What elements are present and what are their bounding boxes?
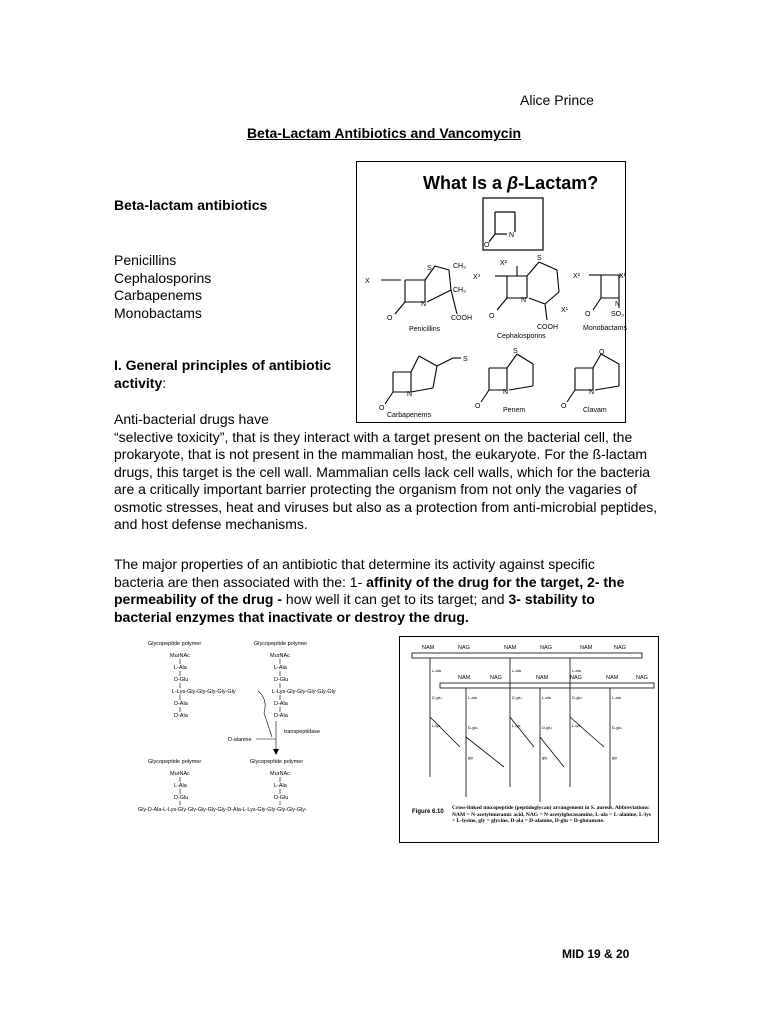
diagram-label: L-Ala	[174, 665, 187, 671]
diagram-label: Glycopeptide polymer	[254, 641, 308, 647]
peptidoglycan-diagram	[400, 637, 658, 842]
author-name: Alice Prince	[520, 92, 594, 108]
svg-text:D-glu: D-glu	[612, 725, 622, 730]
diagram-label: L-Lys-Gly-Gly-Gly-Gly-Gly	[172, 689, 236, 695]
atom-label: N	[421, 301, 427, 308]
svg-text:L-lys: L-lys	[572, 723, 581, 728]
atom-label: N	[509, 232, 515, 239]
svg-text:D-glu: D-glu	[432, 695, 442, 700]
atom-label: CH₃	[453, 263, 466, 270]
diagram-label: NAM	[504, 645, 517, 651]
atom-label: X¹	[619, 273, 626, 280]
diagram-label: Glycopeptide polymer	[250, 759, 304, 765]
svg-text:gly: gly	[468, 755, 474, 760]
atom-label: N	[407, 391, 413, 398]
atom-label: O	[475, 403, 481, 410]
atom-label: COOH	[537, 324, 558, 331]
text-run: how well it can get to its target; and	[285, 591, 509, 607]
atom-label: O	[561, 403, 567, 410]
diagram-label: NAM	[458, 675, 471, 681]
diagram-label: L-Ala	[174, 783, 187, 789]
svg-text:L-ala: L-ala	[432, 668, 441, 673]
atom-label: X²	[500, 260, 507, 267]
diagram-label: NAG	[636, 675, 648, 681]
atom-label: X²	[573, 273, 580, 280]
bold-run: affinity of the drug for the target, 2- the permeability of the drug -	[114, 573, 625, 607]
diagram-label: NAG	[458, 645, 470, 651]
atom-label: O	[599, 349, 605, 356]
heading-colon: :	[162, 374, 167, 391]
diagram-label: Glycopeptide polymer	[148, 641, 202, 647]
atom-label: N	[589, 389, 595, 396]
diagram-label: D-Ala	[174, 701, 188, 707]
atom-label: N	[521, 297, 527, 304]
figure-caption: Cross-linked mucopeptide (peptidoglycan) arrangement in S. aureus. Abbreviations: NAM = N-acetylmuramic acid, NAG = N-acetylglucosamine, L-ala = L-alanine, L-lys = L-lysine, gly = glycine, D-ala = D-alanine, D-glu = D-glutamate.	[452, 805, 651, 824]
atom-label: COOH	[451, 315, 472, 322]
atom-label: O	[379, 405, 385, 412]
diagram-label: NAM	[580, 645, 593, 651]
core-lactam-ring	[483, 198, 543, 250]
diagram-label: L-Ala	[274, 783, 287, 789]
diagram-label: D-Glu	[274, 795, 289, 801]
document-title: Beta-Lactam Antibiotics and Vancomycin	[246, 125, 522, 141]
beta-lactam-structures	[357, 162, 625, 422]
svg-text:D-glu: D-glu	[542, 725, 552, 730]
paragraph-properties	[114, 556, 644, 626]
structure-label: Monobactams	[583, 325, 627, 332]
atom-label: SO₃	[611, 311, 624, 318]
structure-label: Clavam	[583, 407, 607, 414]
atom-label: O	[387, 315, 393, 322]
diagram-label: NAM	[422, 645, 435, 651]
bold-run: 3- stability to bacterial enzymes that inactivate or destroy the drug.	[114, 591, 595, 625]
atom-label: O	[484, 242, 490, 249]
diagram-label: D-Ala	[174, 713, 188, 719]
svg-text:gly: gly	[542, 755, 548, 760]
atom-label: X	[365, 278, 370, 285]
svg-text:L-ala: L-ala	[572, 668, 581, 673]
figure-caption-number: Figure 6.10	[412, 809, 444, 815]
diagram-label: MurNAc	[170, 653, 190, 659]
atom-label: S	[427, 265, 432, 272]
svg-text:gly: gly	[612, 755, 618, 760]
diagram-label: L-Lys-Gly-Gly-Gly-Gly-Gly	[272, 689, 336, 695]
diagram-label: NAG	[540, 645, 552, 651]
figure-title: What Is a β-Lactam?	[423, 173, 599, 193]
diagram-label: Glycopeptide polymer	[148, 759, 202, 765]
structure-label: Cephalosporins	[497, 333, 546, 340]
atom-label: N	[615, 301, 621, 308]
paragraph-body: “selective toxicity”, that is they interact with a target present on the bacterial cell, the prokaryote, that is not present in the mammalian host, the eukaryote. For the ß-lactam drugs, this target is the cell wall. Mammalian cells lack cell walls, which for the bacteria are a critically important barrier protecting the organism from not only the vagaries of osmotic stresses, heat and viruses but also as a protection from anti-microbial peptides, and host defense mechanisms.	[114, 428, 658, 532]
transpeptidase-figure	[136, 637, 376, 824]
diagram-label: transpeptidase	[284, 729, 321, 735]
atom-label: S	[463, 356, 468, 363]
atom-label: N	[503, 389, 509, 396]
svg-text:D-glu: D-glu	[468, 725, 478, 730]
atom-label: CH₃	[453, 287, 466, 294]
paragraph-intro: Anti-bacterial drugs have	[114, 411, 269, 427]
text-run: The major properties of an antibiotic that determine its activity against specific bacteria are then associated with the: 1-	[114, 556, 595, 590]
diagram-label: D-Ala	[274, 713, 288, 719]
transpeptidase-diagram	[136, 637, 376, 824]
diagram-label: L-Ala	[274, 665, 287, 671]
atom-label: S	[513, 348, 518, 355]
diagram-label: Gly-D-Ala-L-Lys-Gly-Gly-Gly-Gly-Gly-D-Ala-L-Lys-Gly-Gly-Gly-Gly-Gly-	[138, 807, 307, 813]
svg-text:L-lys: L-lys	[432, 723, 441, 728]
peptidoglycan-figure	[399, 636, 659, 843]
diagram-label: D-Glu	[174, 677, 189, 683]
drug-class-list	[114, 252, 211, 322]
svg-text:L-ala: L-ala	[612, 695, 621, 700]
atom-label: S	[537, 255, 542, 262]
svg-text:L-lys: L-lys	[512, 723, 521, 728]
diagram-label: NAG	[570, 675, 582, 681]
carbapenem-structure	[385, 356, 461, 404]
cephalosporin-structure	[495, 262, 559, 320]
atom-label: X³	[473, 274, 480, 281]
svg-text:L-ala: L-ala	[468, 695, 477, 700]
section-heading-principles	[114, 357, 354, 392]
structure-label: Penicillins	[409, 326, 441, 333]
svg-text:L-ala: L-ala	[542, 695, 551, 700]
diagram-label: D-Glu	[274, 677, 289, 683]
diagram-label: NAG	[490, 675, 502, 681]
svg-text:D-glu: D-glu	[512, 695, 522, 700]
diagram-label: D-Ala	[274, 701, 288, 707]
structure-label: Penem	[503, 407, 526, 414]
penicillin-structure	[381, 266, 457, 314]
section-heading-beta-lactam: Beta-lactam antibiotics	[114, 197, 268, 213]
list-item: Carbapenems	[114, 287, 202, 303]
diagram-label: D-Glu	[174, 795, 189, 801]
diagram-label: D-alanine	[228, 737, 252, 743]
list-item: Penicillins	[114, 252, 177, 268]
diagram-label: NAM	[536, 675, 549, 681]
diagram-label: NAM	[606, 675, 619, 681]
list-item: Monobactams	[114, 304, 202, 321]
diagram-label: MurNAc	[270, 771, 290, 777]
svg-text:D-glu: D-glu	[572, 695, 582, 700]
diagram-label: MurNAc	[170, 771, 190, 777]
atom-label: X¹	[561, 307, 568, 314]
structure-label: Carbapenems	[387, 412, 431, 419]
atom-label: O	[585, 311, 591, 318]
diagram-label: MurNAc	[270, 653, 290, 659]
diagram-label: NAG	[614, 645, 626, 651]
heading-text: I. General principles of antibiotic activity	[114, 357, 332, 391]
paragraph-selective-toxicity	[114, 411, 659, 534]
page-footer: MID 19 & 20	[562, 947, 630, 961]
list-item: Cephalosporins	[114, 269, 212, 286]
atom-label: O	[489, 313, 495, 320]
svg-text:L-ala: L-ala	[512, 668, 521, 673]
beta-lactam-figure	[356, 161, 626, 423]
